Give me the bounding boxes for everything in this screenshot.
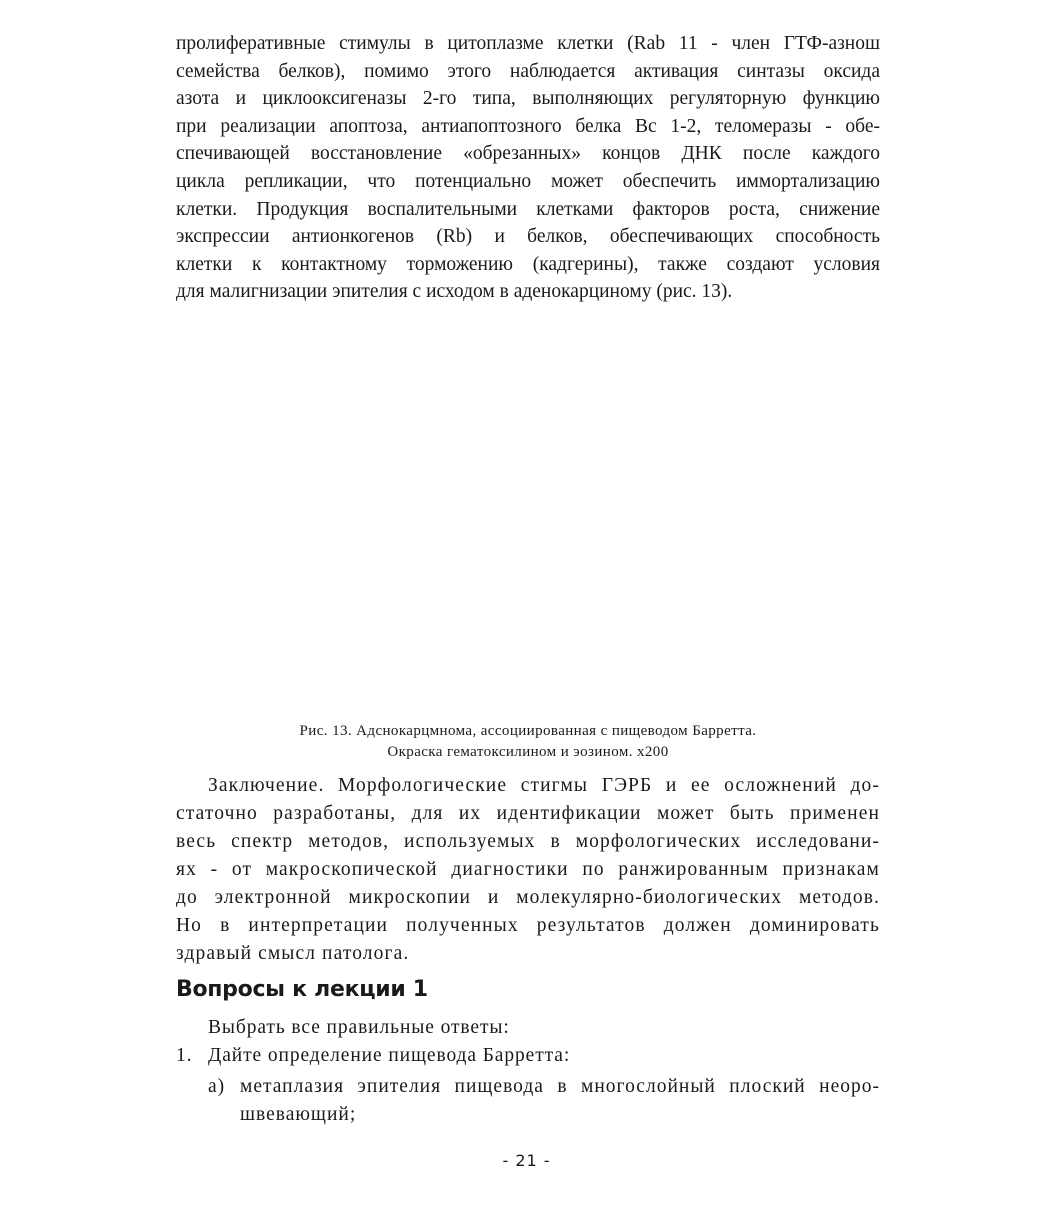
question-number: 1. [176, 1045, 193, 1066]
body-line: экспрессии антионкогенов (Rb) и белков, обеспечивающих способность [176, 226, 880, 248]
conclusion-line: статочно разработаны, для их идентификации может быть применен [176, 803, 880, 824]
answer-marker: а) [208, 1076, 226, 1097]
conclusion-line: весь спектр методов, используемых в морфологических исследовани- [176, 831, 880, 852]
body-paragraph [176, 30, 880, 306]
questions-instruction: Выбрать все правильные ответы: [208, 1017, 510, 1038]
answer-text: метаплазия эпителия пищевода в многослойный плоский неоро- [240, 1076, 880, 1097]
question-1 [176, 1045, 570, 1067]
conclusion-line: до электронной микроскопии и молекулярно-биологических методов. [176, 887, 880, 908]
figure-caption [176, 721, 880, 763]
body-line: семейства белков), помимо этого наблюдается активация синтазы оксида [176, 60, 880, 82]
page-number: - 21 - [502, 1151, 551, 1170]
conclusion-line: Заключение. Морфологические стигмы ГЭРБ и ее осложнений до- [208, 775, 880, 796]
body-line: для малигнизации эпителия с исходом в аденокарциному (рис. 13). [176, 281, 733, 303]
conclusion-paragraph [176, 772, 880, 968]
body-line: цикла репликации, что потенциально может обеспечить иммортализацию [176, 170, 880, 192]
conclusion-line: ях - от макроскопической диагностики по ранжированным признакам [176, 859, 880, 880]
body-line: клетки. Продукция воспалительными клетками факторов роста, снижение [176, 198, 880, 220]
body-line: спечивающей восстановление «обрезанных» концов ДНК после каждого [176, 143, 880, 165]
answer-option-a [208, 1073, 880, 1129]
conclusion-line: здравый смысл патолога. [176, 943, 410, 964]
caption-line: Окраска гематоксилином и эозином. х200 [387, 744, 669, 760]
figure-placeholder [176, 320, 880, 710]
body-line: клетки к контактному торможению (кадгерины), также создают условия [176, 253, 880, 275]
section-heading: Вопросы к лекции 1 [176, 977, 428, 1002]
body-line: пролиферативные стимулы в цитоплазме клетки (Rab 11 - член ГТФ-азнош [176, 33, 880, 54]
body-line: при реализации апоптоза, антиапоптозного белка Вс 1-2, теломеразы - обе- [176, 115, 880, 137]
answer-line [208, 1073, 880, 1101]
caption-line: Рис. 13. Адснокарцмнома, ассоциированная с пищеводом Барретта. [299, 723, 757, 739]
body-line: азота и циклооксигеназы 2-го типа, выполняющих регуляторную функцию [176, 88, 880, 110]
question-text: Дайте определение пищевода Барретта: [208, 1045, 571, 1066]
conclusion-line: Но в интерпретации полученных результатов должен доминировать [176, 915, 880, 936]
answer-line: швевающий; [240, 1104, 357, 1125]
